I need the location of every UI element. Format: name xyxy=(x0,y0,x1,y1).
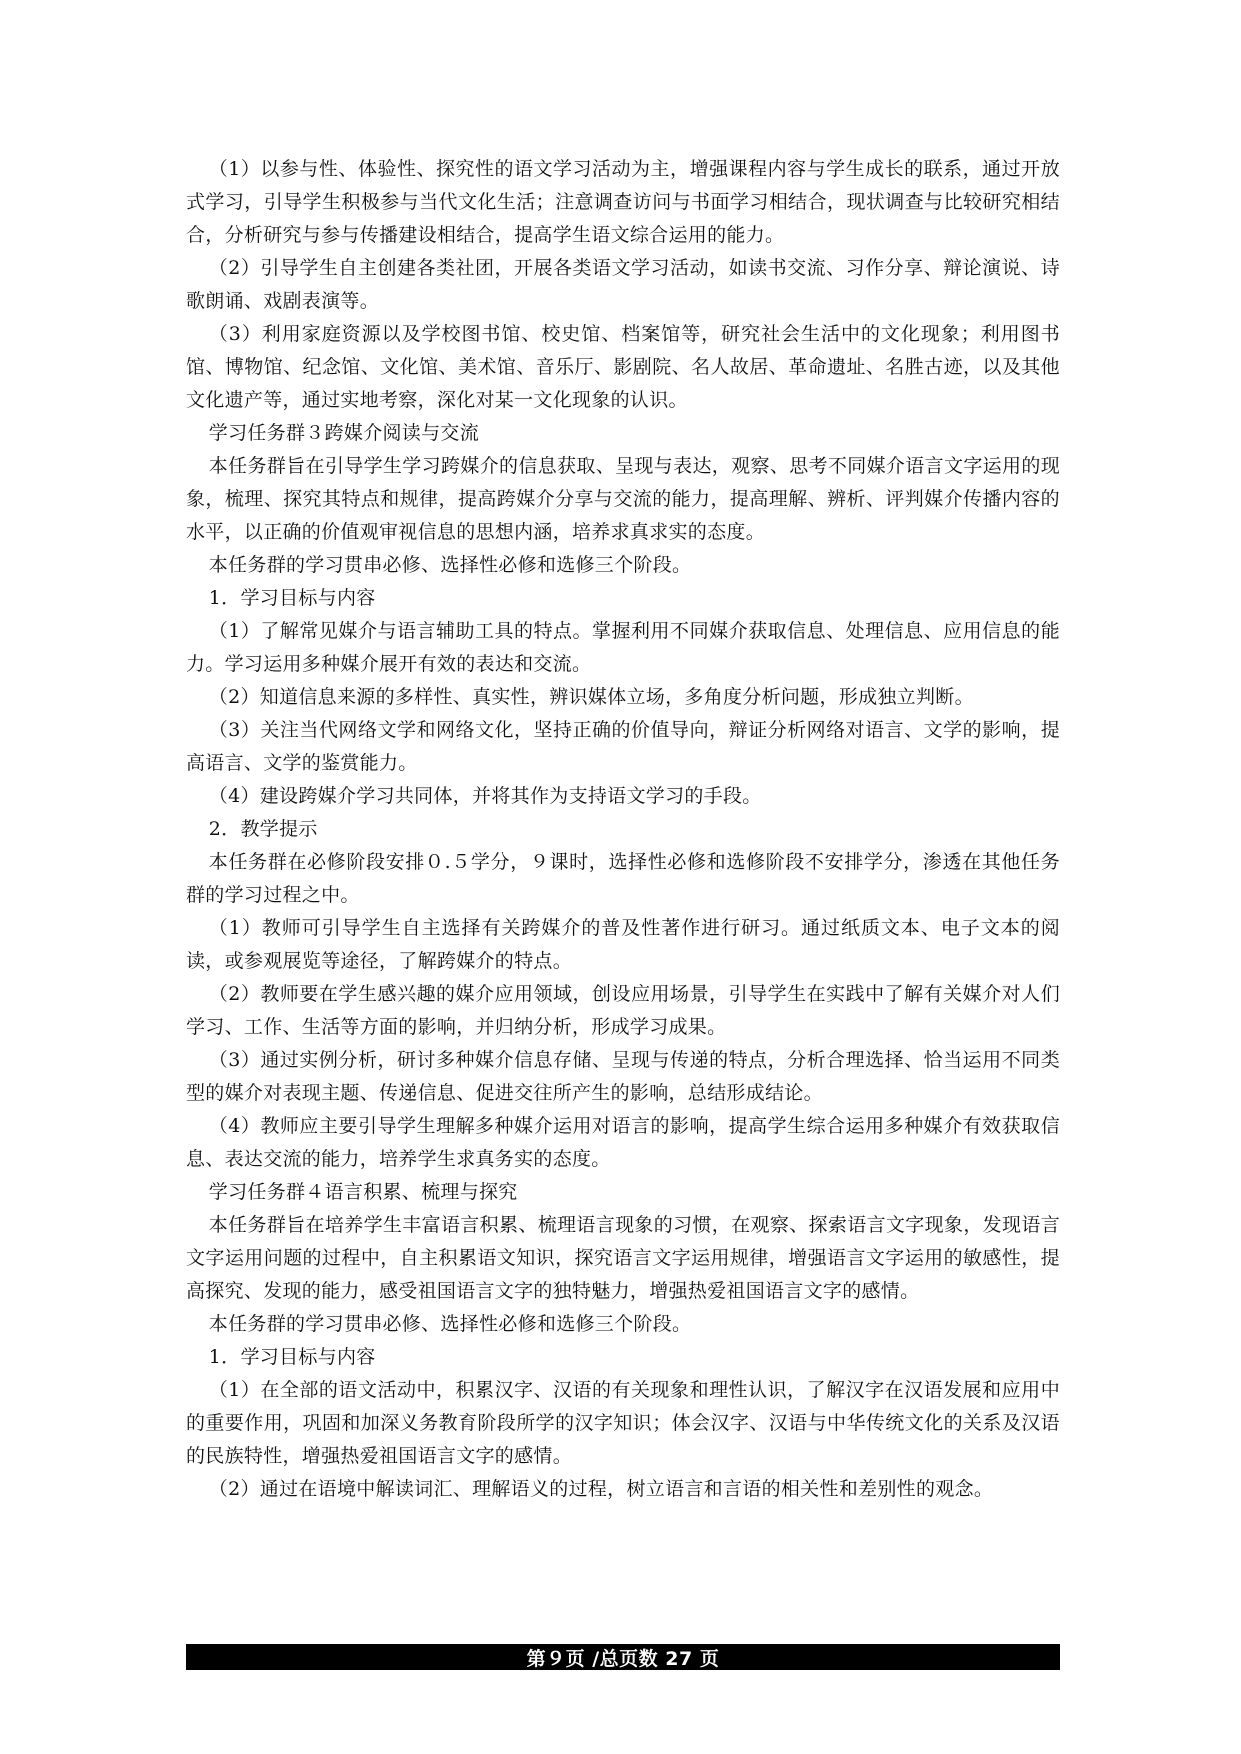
subsection-heading: 1．学习目标与内容 xyxy=(208,1346,376,1368)
paragraph: （1）以参与性、体验性、探究性的语文学习活动为主，增强课程内容与学生成长的联系，通过开放式学习，引导学生积极参与当代文化生活；注意调查访问与书面学习相结合，现状调查与比较研究相结合，分析研究与参与传播建设相结合，提高学生语文综合运用的能力。 xyxy=(186,158,1060,246)
paragraph: （2）通过在语境中解读词汇、理解语义的过程，树立语言和言语的相关性和差别性的观念。 xyxy=(208,1478,994,1500)
paragraph: （2）知道信息来源的多样性、真实性，辨识媒体立场，多角度分析问题，形成独立判断。 xyxy=(208,686,974,708)
paragraph: （2）引导学生自主创建各类社团，开展各类语文学习活动，如读书交流、习作分享、辩论演说、诗歌朗诵、戏剧表演等。 xyxy=(186,257,1060,312)
paragraph: （1）教师可引导学生自主选择有关跨媒介的普及性著作进行研习。通过纸质文本、电子文本的阅读，或参观展览等途径，了解跨媒介的特点。 xyxy=(186,917,1060,972)
paragraph: （3）通过实例分析，研讨多种媒介信息存储、呈现与传递的特点，分析合理选择、恰当运用不同类型的媒介对表现主题、传递信息、促进交往所产生的影响，总结形成结论。 xyxy=(186,1049,1060,1104)
document-body xyxy=(186,153,1060,1506)
paragraph: （4）教师应主要引导学生理解多种媒介运用对语言的影响，提高学生综合运用多种媒介有效获取信息、表达交流的能力，培养学生求真务实的态度。 xyxy=(186,1115,1060,1170)
section-heading: 学习任务群３跨媒介阅读与交流 xyxy=(208,422,479,444)
paragraph: 本任务群旨在引导学生学习跨媒介的信息获取、呈现与表达，观察、思考不同媒介语言文字运用的现象，梳理、探究其特点和规律，提高跨媒介分享与交流的能力，提高理解、辨析、评判媒介传播内容的水平，以正确的价值观审视信息的思想内涵，培养求真求实的态度。 xyxy=(186,455,1060,543)
page-number-label: 第９页 /总页数 27 页 xyxy=(526,1647,720,1670)
paragraph: 本任务群在必修阶段安排０.５学分，９课时，选择性必修和选修阶段不安排学分，渗透在其他任务群的学习过程之中。 xyxy=(186,851,1060,906)
paragraph: （4）建设跨媒介学习共同体，并将其作为支持语文学习的手段。 xyxy=(208,785,762,807)
paragraph: （3）关注当代网络文学和网络文化，坚持正确的价值导向，辩证分析网络对语言、文学的影响，提高语言、文学的鉴赏能力。 xyxy=(186,719,1060,774)
page-footer xyxy=(186,1644,1060,1670)
paragraph: （3）利用家庭资源以及学校图书馆、校史馆、档案馆等，研究社会生活中的文化现象；利用图书馆、博物馆、纪念馆、文化馆、美术馆、音乐厅、影剧院、名人故居、革命遗址、名胜古迹，以及其他文化遗产等，通过实地考察，深化对某一文化现象的认识。 xyxy=(186,323,1060,411)
paragraph: 本任务群的学习贯串必修、选择性必修和选修三个阶段。 xyxy=(208,1313,692,1335)
subsection-heading: 1．学习目标与内容 xyxy=(208,587,376,609)
paragraph: 本任务群的学习贯串必修、选择性必修和选修三个阶段。 xyxy=(208,554,692,576)
paragraph: 本任务群旨在培养学生丰富语言积累、梳理语言现象的习惯，在观察、探索语言文字现象，发现语言文字运用问题的过程中，自主积累语文知识，探究语言文字运用规律，增强语言文字运用的敏感性，提高探究、发现的能力，感受祖国语言文字的独特魅力，增强热爱祖国语言文字的感情。 xyxy=(186,1214,1060,1302)
subsection-heading: 2．教学提示 xyxy=(208,818,318,840)
section-heading: 学习任务群４语言积累、梳理与探究 xyxy=(208,1181,518,1203)
paragraph: （2）教师要在学生感兴趣的媒介应用领域，创设应用场景，引导学生在实践中了解有关媒介对人们学习、工作、生活等方面的影响，并归纳分析，形成学习成果。 xyxy=(186,983,1060,1038)
paragraph: （1）在全部的语文活动中，积累汉字、汉语的有关现象和理性认识，了解汉字在汉语发展和应用中的重要作用，巩固和加深义务教育阶段所学的汉字知识；体会汉字、汉语与中华传统文化的关系及汉语的民族特性，增强热爱祖国语言文字的感情。 xyxy=(186,1379,1060,1467)
paragraph: （1）了解常见媒介与语言辅助工具的特点。掌握利用不同媒介获取信息、处理信息、应用信息的能力。学习运用多种媒介展开有效的表达和交流。 xyxy=(186,620,1060,675)
